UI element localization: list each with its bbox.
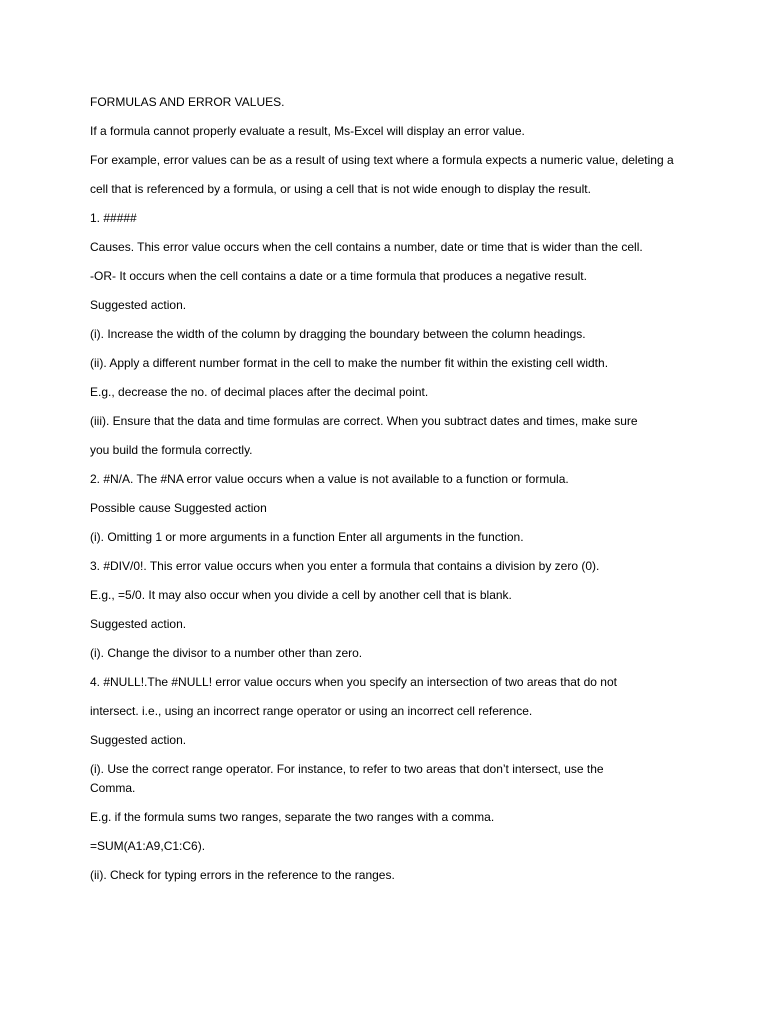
paragraph: cell that is referenced by a formula, or using a cell that is not wide enough to display the result. <box>90 182 591 196</box>
paragraph: (i). Use the correct range operator. For instance, to refer to two areas that don’t intersect, use the Comma. <box>90 762 604 795</box>
paragraph: Possible cause Suggested action <box>90 501 267 515</box>
paragraph: 3. #DIV/0!. This error value occurs when you enter a formula that contains a division by zero (0). <box>90 559 600 573</box>
paragraph: Causes. This error value occurs when the cell contains a number, date or time that is wider than the cell. <box>90 240 643 254</box>
paragraph: (ii). Apply a different number format in the cell to make the number fit within the existing cell width. <box>90 356 609 370</box>
paragraph: -OR- It occurs when the cell contains a date or a time formula that produces a negative result. <box>90 269 587 283</box>
paragraph: intersect. i.e., using an incorrect range operator or using an incorrect cell reference. <box>90 704 533 718</box>
paragraph: (i). Omitting 1 or more arguments in a function Enter all arguments in the function. <box>90 530 524 544</box>
document-title: FORMULAS AND ERROR VALUES. <box>90 95 285 109</box>
paragraph: E.g., =5/0. It may also occur when you divide a cell by another cell that is blank. <box>90 588 512 602</box>
paragraph: Suggested action. <box>90 617 187 631</box>
document-body <box>90 93 690 895</box>
paragraph: (ii). Check for typing errors in the reference to the ranges. <box>90 868 395 882</box>
paragraph: If a formula cannot properly evaluate a result, Ms-Excel will display an error value. <box>90 124 525 138</box>
paragraph: 2. #N/A. The #NA error value occurs when a value is not available to a function or formula. <box>90 472 569 486</box>
paragraph: (i). Increase the width of the column by dragging the boundary between the column headings. <box>90 327 586 341</box>
paragraph: you build the formula correctly. <box>90 443 253 457</box>
paragraph: 1. ##### <box>90 211 137 225</box>
paragraph: (i). Change the divisor to a number other than zero. <box>90 646 363 660</box>
paragraph: Suggested action. <box>90 298 187 312</box>
paragraph: 4. #NULL!.The #NULL! error value occurs when you specify an intersection of two areas that do not <box>90 675 617 689</box>
paragraph: For example, error values can be as a result of using text where a formula expects a numeric value, deleting a <box>90 153 674 167</box>
paragraph: E.g. if the formula sums two ranges, separate the two ranges with a comma. <box>90 810 495 824</box>
paragraph: E.g., decrease the no. of decimal places after the decimal point. <box>90 385 429 399</box>
paragraph: Suggested action. <box>90 733 187 747</box>
paragraph: (iii). Ensure that the data and time formulas are correct. When you subtract dates and times, make sure <box>90 414 638 428</box>
paragraph: =SUM(A1:A9,C1:C6). <box>90 839 206 853</box>
